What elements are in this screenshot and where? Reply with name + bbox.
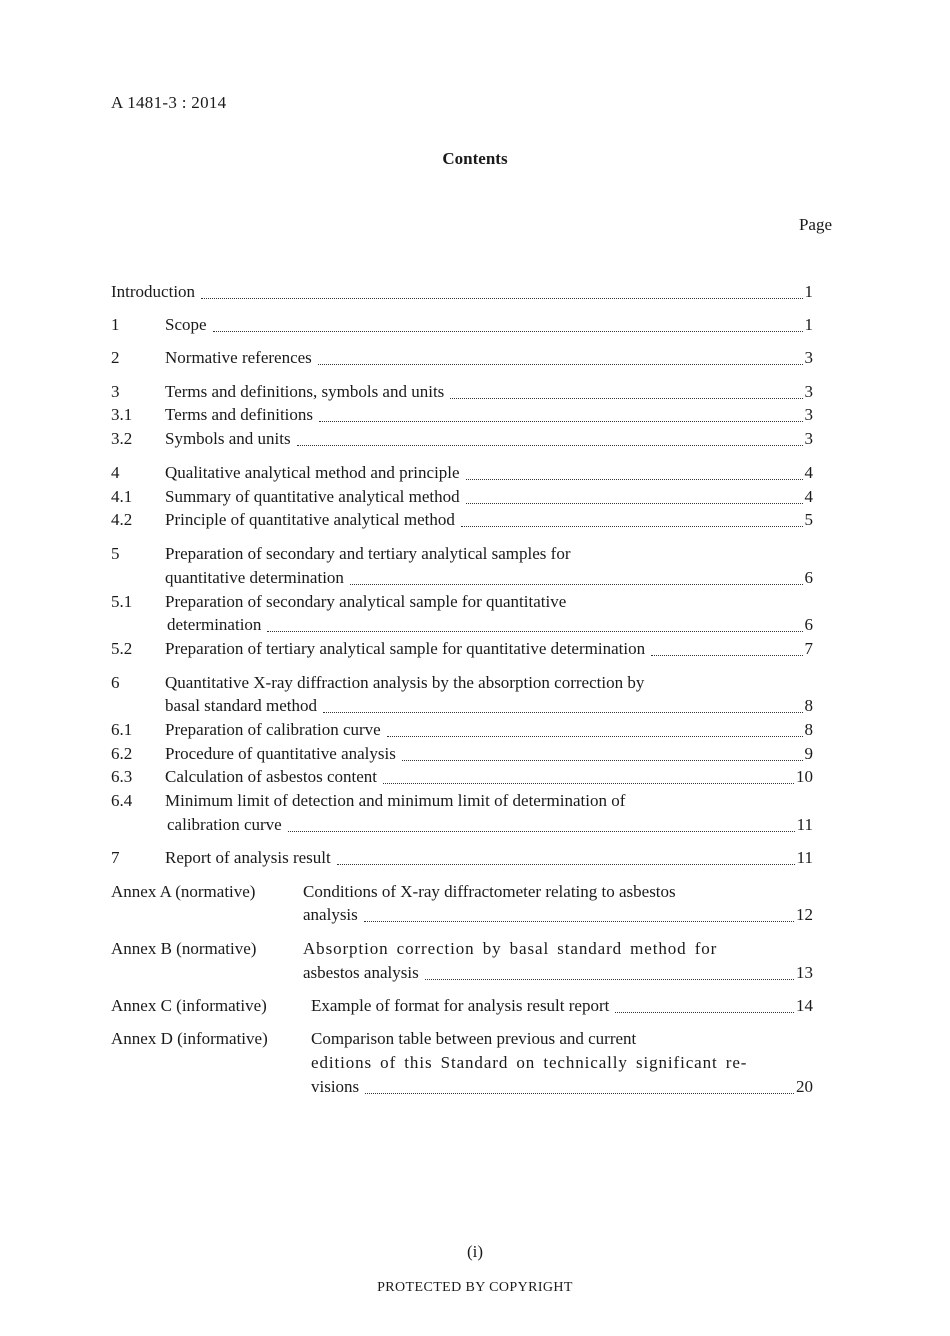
toc-title: Summary of quantitative analytical method	[165, 487, 460, 506]
toc-entry-annex-b[interactable]	[111, 937, 813, 961]
toc-entry-6-3[interactable]	[111, 765, 813, 789]
dot-leader	[365, 1093, 794, 1094]
copyright-notice: PROTECTED BY COPYRIGHT	[377, 1280, 573, 1295]
dot-leader	[615, 1012, 794, 1013]
toc-page: 6	[804, 568, 813, 587]
toc-page: 13	[796, 963, 813, 982]
toc-page: 8	[804, 720, 813, 739]
dot-leader	[267, 631, 802, 632]
toc-entry-4-2[interactable]	[111, 508, 813, 532]
page-folio: (i)	[466, 1242, 484, 1261]
toc-title-line1: Quantitative X-ray diffraction analysis by the absorption correction by	[165, 673, 645, 692]
toc-page: 5	[804, 510, 813, 529]
toc-entry-4[interactable]	[111, 461, 813, 485]
toc-entry-6-cont[interactable]	[111, 694, 813, 718]
toc-title-line1: Absorption correction by basal standard method for	[303, 939, 718, 958]
dot-leader	[318, 364, 803, 365]
toc-title: Qualitative analytical method and principle	[165, 463, 460, 482]
toc-page: 3	[804, 405, 813, 424]
toc-title: Introduction	[111, 282, 196, 301]
toc-page: 11	[796, 815, 813, 834]
dot-leader	[466, 503, 803, 504]
dot-leader	[461, 526, 803, 527]
annex-label: Annex D (informative)	[111, 1029, 268, 1048]
annex-label: Annex A (normative)	[111, 882, 256, 901]
dot-leader	[350, 584, 803, 585]
toc-number: 4.1	[111, 487, 133, 506]
toc-entry-annex-c[interactable]	[111, 994, 813, 1018]
dot-leader	[288, 831, 795, 832]
toc-entry-annex-d-cont1[interactable]	[111, 1051, 813, 1075]
toc-entry-annex-b-cont[interactable]	[111, 961, 813, 985]
toc-page: 4	[804, 487, 813, 506]
toc-page: 20	[796, 1077, 813, 1096]
toc-title-line1: Preparation of secondary analytical sample for quantitative	[165, 592, 567, 611]
toc-page: 9	[804, 744, 813, 763]
toc-title: Normative references	[165, 348, 312, 367]
toc-title-line2: basal standard method	[165, 696, 318, 715]
toc-entry-3-1[interactable]	[111, 403, 813, 427]
toc-page: 10	[796, 767, 813, 786]
toc-entry-3-2[interactable]	[111, 427, 813, 451]
toc-number: 3.1	[111, 405, 133, 424]
dot-leader	[383, 783, 794, 784]
document-id: A 1481-3 : 2014	[111, 93, 227, 112]
toc-title-line2: editions of this Standard on technically significant re-	[311, 1053, 748, 1072]
dot-leader	[201, 298, 802, 299]
toc-entry-annex-d[interactable]	[111, 1027, 813, 1051]
toc-page: 8	[804, 696, 813, 715]
toc-title-line2: determination	[167, 615, 262, 634]
dot-leader	[425, 979, 794, 980]
toc-title-line2: quantitative determination	[165, 568, 344, 587]
dot-leader	[297, 445, 803, 446]
dot-leader	[323, 712, 802, 713]
toc-title: Preparation of tertiary analytical sample for quantitative determination	[165, 639, 646, 658]
toc-page: 14	[796, 996, 813, 1015]
dot-leader	[402, 760, 803, 761]
toc-entry-annex-a[interactable]	[111, 880, 813, 904]
toc-title: Terms and definitions	[165, 405, 314, 424]
toc-entry-3[interactable]	[111, 380, 813, 404]
toc-entry-5-1[interactable]	[111, 590, 813, 614]
toc-entry-6-4[interactable]	[111, 789, 813, 813]
toc-number: 4.2	[111, 510, 133, 529]
toc-title-line3: visions	[311, 1077, 360, 1096]
toc-title-line2: asbestos analysis	[303, 963, 419, 982]
dot-leader	[213, 331, 803, 332]
toc-entry-1[interactable]	[111, 313, 813, 337]
toc-page: 1	[804, 315, 813, 334]
toc-title-line1: Preparation of secondary and tertiary analytical samples for	[165, 544, 571, 563]
toc-entry-2[interactable]	[111, 346, 813, 370]
toc-title: Procedure of quantitative analysis	[165, 744, 396, 763]
dot-leader	[319, 421, 802, 422]
toc-title: Principle of quantitative analytical method	[165, 510, 455, 529]
toc-title: Symbols and units	[165, 429, 291, 448]
toc-page: 3	[804, 429, 813, 448]
toc-number: 5	[111, 544, 120, 563]
dot-leader	[651, 655, 802, 656]
toc-entry-annex-a-cont[interactable]	[111, 903, 813, 927]
toc-number: 2	[111, 348, 120, 367]
dot-leader	[450, 398, 802, 399]
toc-entry-6-4-cont[interactable]	[111, 813, 813, 837]
toc-page: 12	[796, 905, 813, 924]
toc-title: Calculation of asbestos content	[165, 767, 377, 786]
toc-entry-introduction[interactable]	[111, 280, 813, 304]
toc-entry-6[interactable]	[111, 671, 813, 695]
toc-page: 7	[804, 639, 813, 658]
toc-page: 6	[804, 615, 813, 634]
toc-entry-5-1-cont[interactable]	[111, 613, 813, 637]
toc-entry-5-cont[interactable]	[111, 566, 813, 590]
toc-number: 3.2	[111, 429, 133, 448]
toc-number: 6.2	[111, 744, 133, 763]
page-column-header: Page	[798, 215, 832, 234]
dot-leader	[387, 736, 803, 737]
toc-number: 6.1	[111, 720, 133, 739]
dot-leader	[364, 921, 794, 922]
toc-entry-6-2[interactable]	[111, 742, 813, 766]
toc-page: 11	[796, 848, 813, 867]
toc-number: 6.3	[111, 767, 133, 786]
toc-title: Terms and definitions, symbols and units	[165, 382, 445, 401]
contents-title: Contents	[442, 149, 508, 168]
toc-title-line2: analysis	[303, 905, 358, 924]
toc-number: 7	[111, 848, 120, 867]
toc-entry-annex-d-cont2[interactable]	[111, 1075, 813, 1099]
toc-number: 5.2	[111, 639, 133, 658]
toc-entry-5-2[interactable]	[111, 637, 813, 661]
toc-title-line1: Conditions of X-ray diffractometer relating to asbestos	[303, 882, 676, 901]
toc-title: Report of analysis result	[165, 848, 331, 867]
toc-title: Preparation of calibration curve	[165, 720, 381, 739]
dot-leader	[466, 479, 803, 480]
toc-page: 3	[804, 382, 813, 401]
toc-number: 3	[111, 382, 120, 401]
toc-entry-7[interactable]	[111, 846, 813, 870]
toc-entry-4-1[interactable]	[111, 485, 813, 509]
toc-number: 1	[111, 315, 120, 334]
toc-number: 6.4	[111, 791, 133, 810]
toc-entry-5[interactable]	[111, 542, 813, 566]
annex-label: Annex C (informative)	[111, 996, 267, 1015]
toc-title-line1: Comparison table between previous and current	[311, 1029, 637, 1048]
toc-title-line2: calibration curve	[167, 815, 282, 834]
toc-number: 6	[111, 673, 120, 692]
toc-title: Scope	[165, 315, 207, 334]
dot-leader	[337, 864, 795, 865]
toc-entry-6-1[interactable]	[111, 718, 813, 742]
toc-number: 5.1	[111, 592, 133, 611]
toc-title-line1: Minimum limit of detection and minimum limit of determination of	[165, 791, 626, 810]
toc-page: 3	[804, 348, 813, 367]
toc-title: Example of format for analysis result report	[311, 996, 610, 1015]
annex-label: Annex B (normative)	[111, 939, 257, 958]
toc-number: 4	[111, 463, 120, 482]
toc-page: 4	[804, 463, 813, 482]
toc-page: 1	[804, 282, 813, 301]
